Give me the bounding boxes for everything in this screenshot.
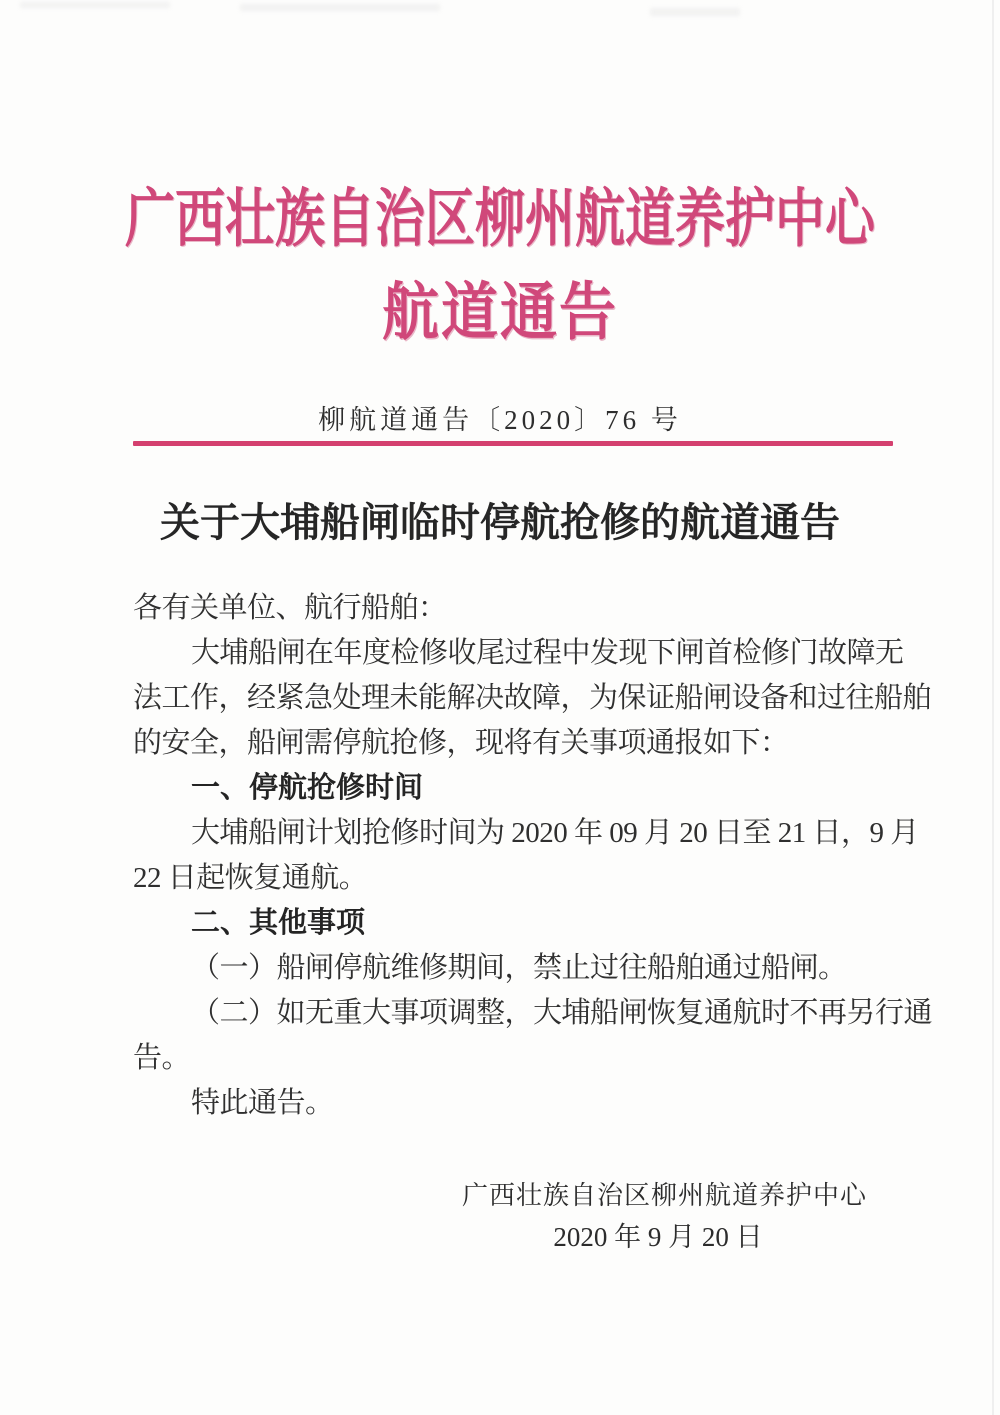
body-line: 大埔船闸在年度检修收尾过程中发现下闸首检修门故障无 bbox=[191, 637, 904, 669]
letterhead-notice-type: 航道通告 bbox=[382, 278, 618, 348]
body-line: （二）如无重大事项调整，大埔船闸恢复通航时不再另行通 bbox=[191, 997, 933, 1029]
body-line: （一）船闸停航维修期间，禁止过往船舶通过船闸。 bbox=[191, 952, 847, 984]
body-line: 法工作，经紧急处理未能解决故障，为保证船闸设备和过往船舶 bbox=[133, 682, 932, 714]
body-line: 告。 bbox=[133, 1042, 191, 1074]
notice-subject-title: 关于大埔船闸临时停航抢修的航道通告 bbox=[160, 500, 840, 545]
letterhead-divider-rule bbox=[133, 441, 893, 446]
signature-block bbox=[462, 1176, 868, 1258]
document-number: 柳航道通告〔2020〕76 号 bbox=[318, 405, 682, 435]
body-line: 各有关单位、航行船舶： bbox=[133, 592, 447, 624]
scan-artifact bbox=[240, 4, 440, 11]
body-line: 大埔船闸计划抢修时间为 2020 年 09 月 20 日至 21 日，9 月 bbox=[191, 817, 919, 849]
signature-date: 2020 年 9 月 20 日 bbox=[553, 1222, 763, 1252]
body-section-heading: 一、停航抢修时间 bbox=[191, 772, 424, 804]
signature-org: 广西壮族自治区柳州航道养护中心 bbox=[462, 1181, 868, 1210]
body-line: 的安全，船闸需停航抢修，现将有关事项通报如下： bbox=[133, 727, 789, 759]
letterhead-org-title: 广西壮族自治区柳州航道养护中心 bbox=[125, 183, 875, 255]
body-section-heading: 二、其他事项 bbox=[191, 907, 366, 939]
body-line: 22 日起恢复通航。 bbox=[133, 862, 368, 894]
notice-body-text bbox=[133, 586, 933, 1126]
body-line: 特此通告。 bbox=[191, 1087, 334, 1119]
scan-artifact bbox=[650, 8, 740, 16]
scan-artifact bbox=[20, 2, 170, 8]
